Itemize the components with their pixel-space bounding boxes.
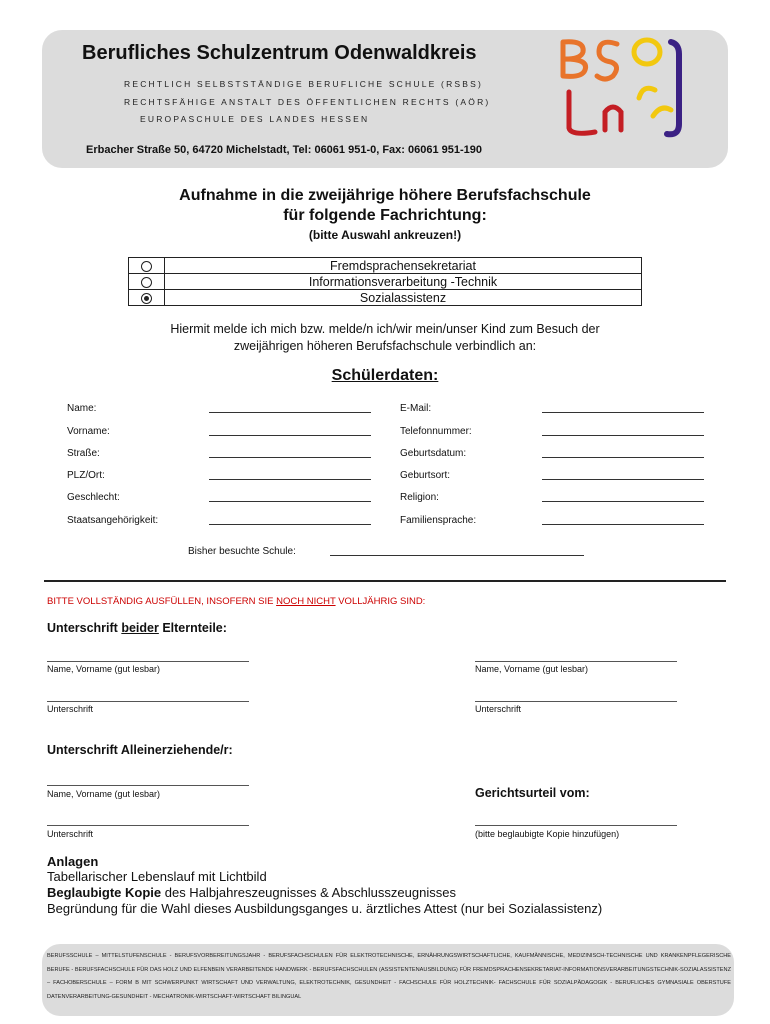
parent1-name-caption: Name, Vorname (gut lesbar) xyxy=(47,664,161,674)
option-row xyxy=(129,290,642,306)
attachment-cv: Tabellarischer Lebenslauf mit Lichtbild xyxy=(47,869,267,884)
field-input-e-mail[interactable] xyxy=(542,412,704,413)
bsoe-logo-icon xyxy=(555,32,695,150)
previous-school-label: Bisher besuchte Schule: xyxy=(188,546,296,557)
parent1-signature-caption: Unterschrift xyxy=(47,704,94,714)
option-label: Informationsverarbeitung -Technik xyxy=(165,274,642,290)
parent1-name-field[interactable] xyxy=(47,661,249,662)
single-parent-signature-caption: Unterschrift xyxy=(47,829,94,839)
field-label-familiensprache: Familiensprache: xyxy=(400,515,477,526)
field-label-geburtsort: Geburtsort: xyxy=(400,470,451,481)
selection-hint: (bitte Auswahl ankreuzen!) xyxy=(308,228,462,242)
field-label-e-mail: E-Mail: xyxy=(400,403,432,414)
footer-programs: BERUFSSCHULE – MITTELSTUFENSCHULE - BERUFSVORBEREITUNGSJAHR - BERUFSFACHSCHULEN FÜR ELEKTROTECHNISCHE, ERNÄHRUNGSWIRTSCHAFTLICHE, KAUFMÄNNISCHE, MEDIZINISCH-TECHNISCHE UND KRANKENPFLEGERISCHE BERUFE - BERUFSFACHSCHULE FÜR DAS HOLZ UND ELFENBEIN VERARBEITENDE HANDWERK - BERUFSFACHSCHULEN (ASSISTENTENAUSBILDUNG) FÜR FREMDSPRACHENSEKRETARIAT-INFORMATIONSVERARBEITUNGSTECHNIK-SOZIALASSISTENZ – FACHOBERSCHULE – FORM B MIT SCHWERPUNKT WIRTSCHAFT UND VERWALTUNG, ELEKTROTECHNIK, GESUNDHEIT - FACHSCHULE FÜR HOLZTECHNIK- FACHSCHULE FÜR SOZIALPÄDAGOGIK - BERUFLICHES GYMNASIALE OBERSTUFE DATENVERARBEITUNG-GESUNDHEIT - MECHATRONIK-WIRTSCHAFT-WIRTSCHAFT BILINGUAL xyxy=(47,953,731,1000)
radio-fremdsprachensekretariat[interactable] xyxy=(141,261,152,272)
radio-informationsverarbeitung[interactable] xyxy=(141,277,152,288)
field-label-geburtsdatum: Geburtsdatum: xyxy=(400,448,467,459)
option-label: Sozialassistenz xyxy=(165,290,642,306)
parent2-signature-caption: Unterschrift xyxy=(475,704,522,714)
field-input-geschlecht[interactable] xyxy=(209,501,371,502)
single-parent-name-field[interactable] xyxy=(47,785,249,786)
school-name: Berufliches Schulzentrum Odenwaldkreis xyxy=(82,42,477,64)
court-ruling-caption: (bitte beglaubigte Kopie hinzufügen) xyxy=(475,829,620,839)
form-title-line2: für folgende Fachrichtung: xyxy=(283,207,487,224)
legal-status-line: RECHTLICH SELBSTSTÄNDIGE BERUFLICHE SCHULE (RSBS) xyxy=(124,79,484,89)
student-data-heading: Schülerdaten: xyxy=(331,367,439,384)
attachment-certificates: Beglaubigte Kopie des Halbjahreszeugnisses & Abschlusszeugnisses xyxy=(47,885,456,900)
field-input-name[interactable] xyxy=(209,412,371,413)
field-input-straße[interactable] xyxy=(209,457,371,458)
field-label-name: Name: xyxy=(67,403,97,414)
field-label-vorname: Vorname: xyxy=(67,426,110,437)
field-label-geschlecht: Geschlecht: xyxy=(67,492,120,503)
court-ruling-date-field[interactable] xyxy=(475,825,677,826)
court-ruling-heading: Gerichtsurteil vom: xyxy=(475,786,590,800)
field-input-religion[interactable] xyxy=(542,501,704,502)
parent2-name-caption: Name, Vorname (gut lesbar) xyxy=(475,664,589,674)
single-parent-signature-field[interactable] xyxy=(47,825,249,826)
field-input-geburtsdatum[interactable] xyxy=(542,457,704,458)
form-title: Aufnahme in die zweijährige höhere Berufsfachschule xyxy=(179,187,591,204)
field-input-familiensprache[interactable] xyxy=(542,524,704,525)
parent2-signature-field[interactable] xyxy=(475,701,677,702)
single-parent-name-caption: Name, Vorname (gut lesbar) xyxy=(47,789,161,799)
attachments-heading: Anlagen xyxy=(47,854,99,869)
section-divider xyxy=(44,580,726,582)
parent2-name-field[interactable] xyxy=(475,661,677,662)
field-input-geburtsort[interactable] xyxy=(542,479,704,480)
previous-school-field[interactable] xyxy=(330,555,584,556)
field-label-religion: Religion: xyxy=(400,492,439,503)
field-label-plz-ort: PLZ/Ort: xyxy=(67,470,105,481)
attachment-justification: Begründung für die Wahl dieses Ausbildungsganges u. ärztliches Attest (nur bei Sozialassistenz) xyxy=(47,901,603,916)
parent1-signature-field[interactable] xyxy=(47,701,249,702)
field-label-straße: Straße: xyxy=(67,448,100,459)
europaschule-line: EUROPASCHULE DES LANDES HESSEN xyxy=(140,114,370,124)
legal-form-line: RECHTSFÄHIGE ANSTALT DES ÖFFENTLICHEN RECHTS (AÖR) xyxy=(124,97,491,107)
declaration-line1: Hiermit melde ich mich bzw. melde/n ich/wir mein/unser Kind zum Besuch der xyxy=(170,322,600,336)
declaration-line2: zweijährigen höheren Berufsfachschule verbindlich an: xyxy=(233,339,537,353)
field-input-plz-ort[interactable] xyxy=(209,479,371,480)
program-choice-table xyxy=(128,257,642,306)
field-input-telefonnummer[interactable] xyxy=(542,435,704,436)
field-label-staatsangehörigkeit: Staatsangehörigkeit: xyxy=(67,515,159,526)
option-row xyxy=(129,258,642,274)
field-label-telefonnummer: Telefonnummer: xyxy=(400,426,472,437)
single-parent-heading: Unterschrift Alleinerziehende/r: xyxy=(47,743,233,757)
school-address: Erbacher Straße 50, 64720 Michelstadt, Tel: 06061 951-0, Fax: 06061 951-190 xyxy=(86,144,483,156)
option-label: Fremdsprachensekretariat xyxy=(165,258,642,274)
field-input-staatsangehörigkeit[interactable] xyxy=(209,524,371,525)
field-input-vorname[interactable] xyxy=(209,435,371,436)
option-row xyxy=(129,274,642,290)
underage-warning: BITTE VOLLSTÄNDIG AUSFÜLLEN, INSOFERN SIE NOCH NICHT VOLLJÄHRIG SIND: xyxy=(47,596,426,607)
radio-sozialassistenz[interactable] xyxy=(141,293,152,304)
parents-signature-heading: Unterschrift beider Elternteile: xyxy=(47,621,227,635)
